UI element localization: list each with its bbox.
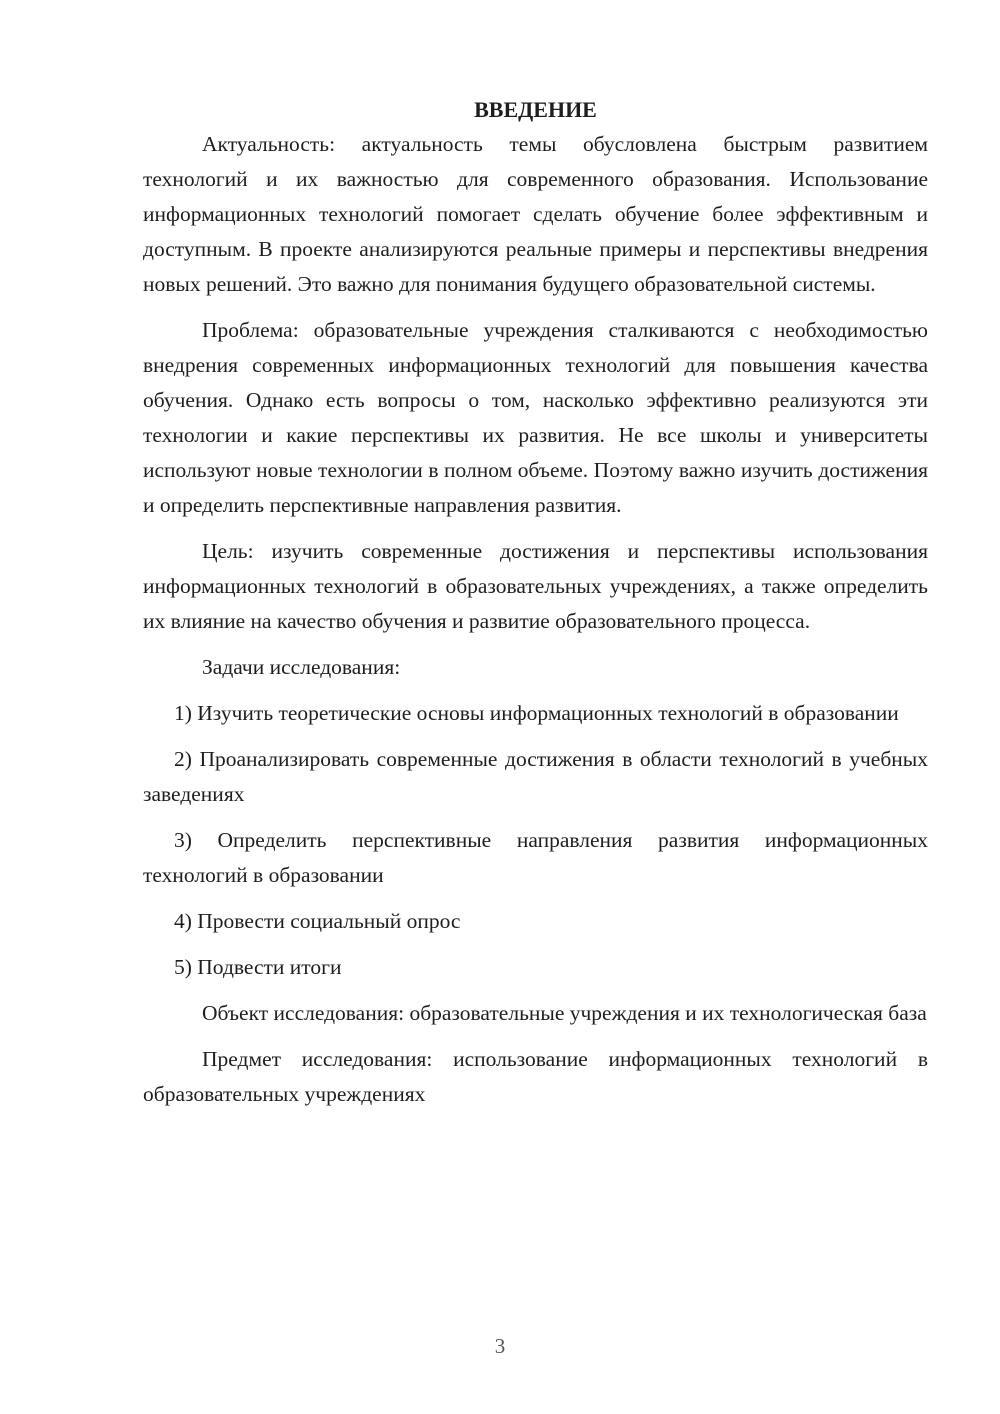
task-item: 5) Подвести итоги xyxy=(174,955,342,979)
page-number: 3 xyxy=(494,1334,506,1358)
tasks-heading: Задачи исследования: xyxy=(202,655,401,679)
task-item: 2) Проанализировать современные достижения в области технологий в учебных заведениях xyxy=(143,747,928,806)
page-title: ВВЕДЕНИЕ xyxy=(474,97,597,122)
task-item: 4) Провести социальный опрос xyxy=(174,909,461,933)
object-paragraph: Объект исследования: образовательные учреждения и их технологическая база xyxy=(202,1001,927,1025)
problem-paragraph: Проблема: образовательные учреждения сталкиваются с необходимостью внедрения современных информационных технологий для повышения качества обучения. Однако есть вопросы о том, насколько эффективно реализуются эти технологии и какие перспективы их развития. Не все школы и университеты используют новые технологии в полном объеме. Поэтому важно изучить достижения и определить перспективные направления развития. xyxy=(143,318,928,517)
subject-paragraph: Предмет исследования: использование информационных технологий в образовательных учреждениях xyxy=(143,1047,928,1106)
task-item: 1) Изучить теоретические основы информационных технологий в образовании xyxy=(174,701,899,725)
task-item: 3) Определить перспективные направления развития информационных технологий в образовании xyxy=(143,828,928,887)
relevance-paragraph: Актуальность: актуальность темы обусловлена быстрым развитием технологий и их важностью для современного образования. Использование информационных технологий помогает сделать обучение более эффективным и доступным. В проекте анализируются реальные примеры и перспективы внедрения новых решений. Это важно для понимания будущего образовательной системы. xyxy=(143,132,928,296)
goal-paragraph: Цель: изучить современные достижения и перспективы использования информационных технологий в образовательных учреждениях, а также определить их влияние на качество обучения и развитие образовательного процесса. xyxy=(143,539,928,633)
document-page xyxy=(143,95,928,1123)
